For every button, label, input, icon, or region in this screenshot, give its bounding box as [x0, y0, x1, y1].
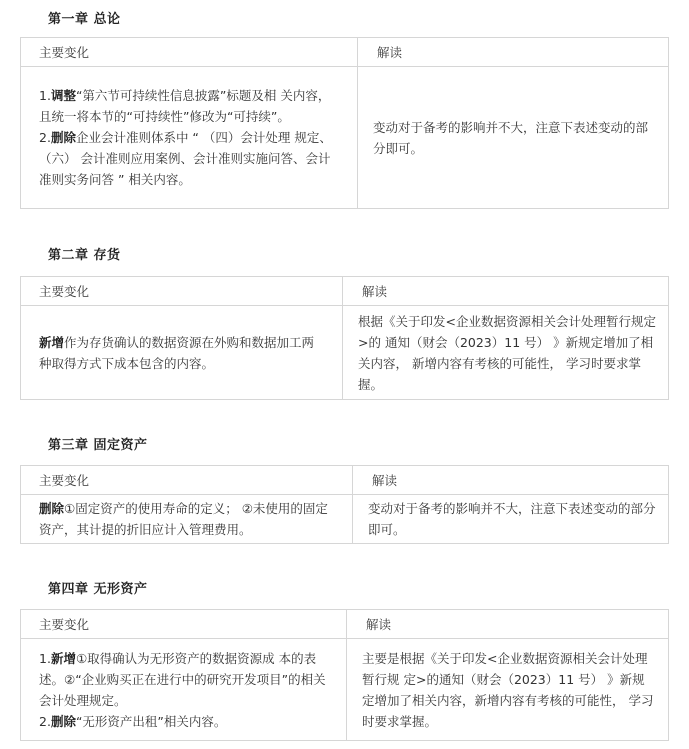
header-main-change: 主要变化 [21, 277, 343, 306]
change-content [21, 67, 358, 209]
change-keyword: 新增 [50, 650, 76, 666]
change-keyword: 删除 [50, 130, 76, 145]
header-interpretation: 解读 [347, 610, 669, 639]
interpretation-content: 变动对于备考的影响并不大，注意下表述变动的部分即可。 [358, 67, 669, 209]
change-text: “第六节可持续性信息披露”标题及相 关内容，且统一将本节的“可持续性”修改为“可持续”。 [39, 88, 331, 124]
header-interpretation: 解读 [358, 38, 669, 67]
chapter-2-table [20, 276, 669, 400]
change-content [21, 495, 353, 544]
header-main-change: 主要变化 [21, 38, 358, 67]
table-row [21, 306, 669, 400]
chapter-4-title: 第四章 无形资产 [48, 582, 148, 597]
change-text: 1. [39, 650, 51, 666]
table-header-row [21, 610, 669, 639]
change-text: ①固定资产的使用寿命的定义； ②未使用的固定资产，其计提的折旧应计入管理费用。 [39, 501, 328, 537]
header-interpretation: 解读 [343, 277, 669, 306]
table-row [21, 495, 669, 544]
change-keyword: 调整 [50, 88, 76, 103]
interpretation-content: 主要是根据《关于印发<企业数据资源相关会计处理暂行规 定>的通知（财会（2023）11 号） 》新规定增加了相关内容，新增内容有考核的可能性， 学习时要求掌握。 [347, 639, 669, 741]
table-header-row [21, 38, 669, 67]
interpretation-content: 根据《关于印发<企业数据资源相关会计处理暂行规定>的 通知（财会（2023）11 号） 》新规定增加了相关内容， 新增内容有考核的可能性， 学习时要求掌握。 [343, 306, 669, 400]
change-keyword: 新增 [39, 334, 65, 350]
change-text: 企业会计准则体系中 “ （四）会计处理 规定、（六） 会计准则应用案例、会计准则实施问答、会计准则实务问答 ” 相关内容。 [39, 130, 332, 187]
change-text: “无形资产出租”相关内容。 [75, 713, 227, 729]
table-header-row [21, 277, 669, 306]
chapter-2-title: 第二章 存货 [48, 248, 121, 263]
change-content [21, 306, 343, 400]
header-interpretation: 解读 [353, 466, 669, 495]
chapter-1-table [20, 37, 669, 209]
interpretation-content: 变动对于备考的影响并不大，注意下表述变动的部分即可。 [353, 495, 669, 544]
chapter-3-table [20, 465, 669, 544]
change-keyword: 删除 [50, 713, 76, 729]
chapter-3-title: 第三章 固定资产 [48, 438, 148, 453]
chapter-1-title: 第一章 总论 [48, 12, 121, 27]
change-text: 2. [39, 713, 51, 729]
change-text: 作为存货确认的数据资源在外购和数据加工两种取得方式下成本包含的内容。 [39, 334, 315, 371]
chapter-4-table [20, 609, 669, 741]
change-keyword: 删除 [39, 501, 65, 516]
change-text: 2. [39, 130, 51, 145]
change-text: ①取得确认为无形资产的数据资源成 本的表述。②“企业购买正在进行中的研究开发项目”的相关会计处理规定。 [39, 650, 326, 708]
table-header-row [21, 466, 669, 495]
table-row [21, 639, 669, 741]
table-row [21, 67, 669, 209]
change-text: 1. [39, 88, 51, 103]
header-main-change: 主要变化 [21, 610, 347, 639]
header-main-change: 主要变化 [21, 466, 353, 495]
change-content [21, 639, 347, 741]
